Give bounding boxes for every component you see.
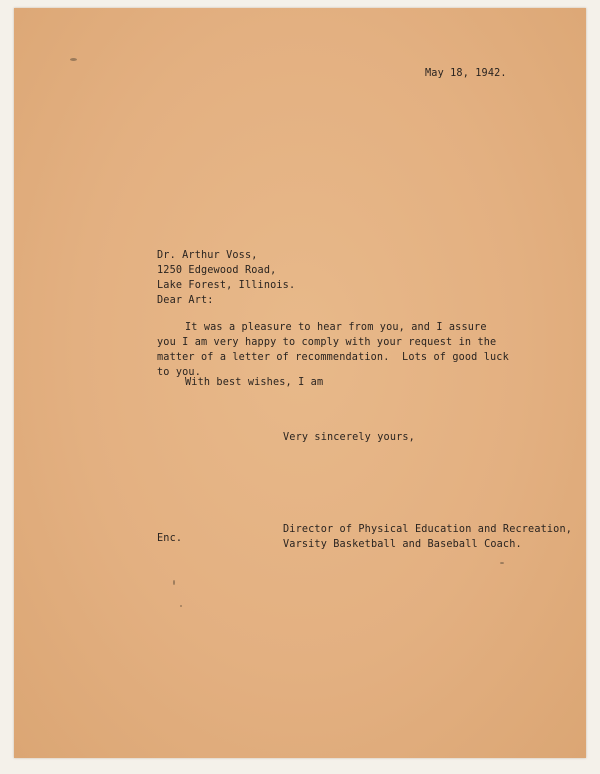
- body-line-3: matter of a letter of recommendation. Lots of good luck: [157, 352, 509, 363]
- paper-speck: [173, 580, 175, 585]
- letter-date: May 18, 1942.: [425, 68, 507, 79]
- letter-body: [157, 320, 509, 380]
- body-line-4: to you.: [157, 367, 201, 378]
- body-line-2: you I am very happy to comply with your request in the: [157, 337, 497, 348]
- signature-title-line-2: Varsity Basketball and Baseball Coach.: [283, 539, 522, 550]
- paper-speck: [180, 605, 182, 607]
- salutation: Dear Art:: [157, 295, 214, 306]
- recipient-street: 1250 Edgewood Road,: [157, 265, 277, 276]
- recipient-name: Dr. Arthur Voss,: [157, 250, 258, 261]
- paper-speck: [500, 562, 504, 564]
- recipient-address: [157, 248, 295, 293]
- signature-title-line-1: Director of Physical Education and Recreation,: [283, 524, 573, 535]
- closing-paragraph: With best wishes, I am: [185, 377, 324, 388]
- valediction: Very sincerely yours,: [283, 432, 415, 443]
- signature-title: [283, 522, 572, 552]
- paper-speck: [70, 58, 77, 61]
- enclosure-note: Enc.: [157, 533, 183, 544]
- body-line-1: It was a pleasure to hear from you, and I assure: [185, 322, 487, 333]
- recipient-city: Lake Forest, Illinois.: [157, 280, 296, 291]
